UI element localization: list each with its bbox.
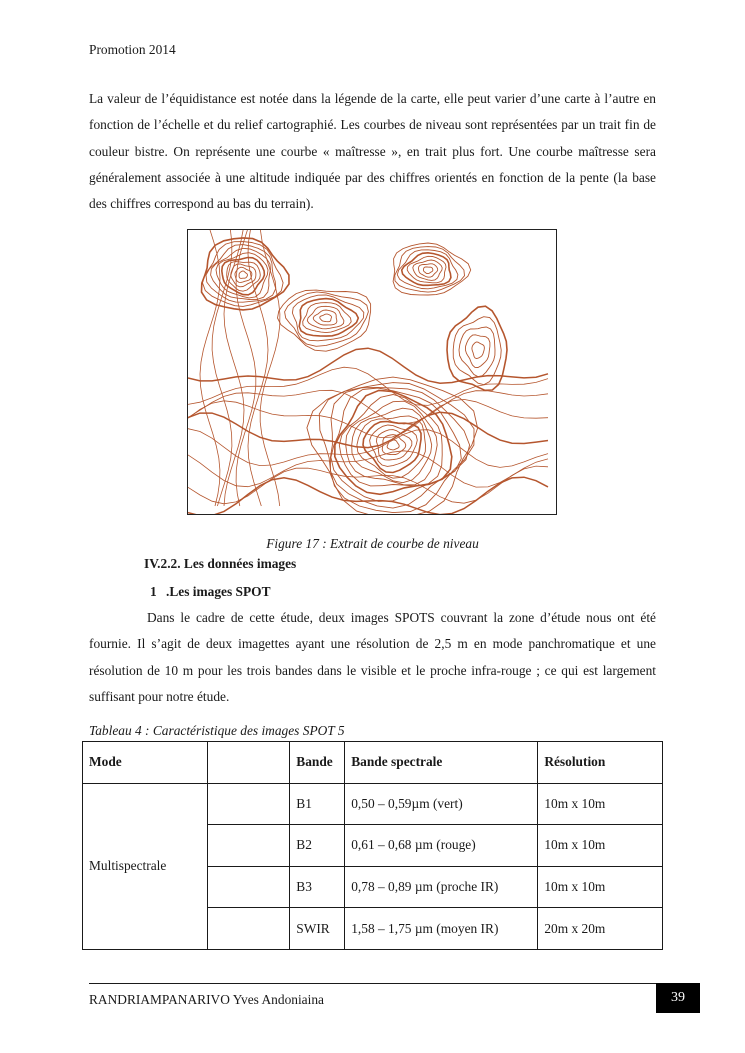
contour-line xyxy=(313,310,337,325)
section-heading: IV.2.2. Les données images xyxy=(144,556,297,571)
header-bande-spectrale: Bande spectrale xyxy=(345,742,538,784)
section-paragraph xyxy=(89,605,656,710)
contour-line xyxy=(472,342,485,359)
bande-cell: B2 xyxy=(290,825,345,867)
contour-map-figure xyxy=(187,229,557,515)
contour-line xyxy=(239,271,247,278)
table-row xyxy=(83,783,663,825)
header-empty xyxy=(207,742,290,784)
empty-cell xyxy=(207,866,290,908)
intro-paragraph: La valeur de l’équidistance est notée dans la légende de la carte, elle peut varier d’une carte à l’autre en fonction de l’échelle et du relief cartographié. Les courbes de niveau sont représentées par un trait fin de couleur bistre. On représente une courbe « maîtresse », en trait plus fort. Une courbe maîtresse sera généralement associée à une altitude indiquée par des chiffres orientés en fonction de la pente (la base des chiffres correspond au bas du terrain). xyxy=(89,91,656,212)
contour-line xyxy=(320,314,332,322)
table-header-row xyxy=(83,742,663,784)
contour-map-image xyxy=(188,230,556,514)
bande-cell: B3 xyxy=(290,866,345,908)
contour-line xyxy=(292,295,363,341)
resolution-cell: 10m x 10m xyxy=(538,783,663,825)
empty-cell xyxy=(207,908,290,950)
contour-line xyxy=(453,317,501,385)
table-caption: Tableau 4 : Caractéristique des images SPOT 5 xyxy=(89,723,345,738)
contour-line xyxy=(419,264,438,277)
header-resolution: Résolution xyxy=(538,742,663,784)
spectrale-cell: 0,61 – 0,68 µm (rouge) xyxy=(345,825,538,867)
page-number: 39 xyxy=(656,983,700,1013)
spectrale-cell: 1,58 – 1,75 µm (moyen IR) xyxy=(345,908,538,950)
contour-line xyxy=(465,335,490,368)
contour-line xyxy=(423,267,433,274)
resolution-cell: 20m x 20m xyxy=(538,908,663,950)
contour-line xyxy=(402,253,451,285)
resolution-cell: 10m x 10m xyxy=(538,866,663,908)
header-promotion: Promotion 2014 xyxy=(89,42,176,57)
contour-line xyxy=(236,230,256,506)
spectrale-cell: 0,78 – 0,89 µm (proche IR) xyxy=(345,866,538,908)
figure-caption: Figure 17 : Extrait de courbe de niveau xyxy=(266,536,479,551)
bande-cell: B1 xyxy=(290,783,345,825)
empty-cell xyxy=(207,783,290,825)
bande-cell: SWIR xyxy=(290,908,345,950)
contour-line xyxy=(285,292,369,346)
header-mode: Mode xyxy=(83,742,208,784)
contour-line xyxy=(303,303,352,333)
contour-line xyxy=(319,383,474,513)
resolution-cell: 10m x 10m xyxy=(538,825,663,867)
contour-line xyxy=(393,243,471,295)
contour-line xyxy=(200,230,220,506)
section-paragraph-text: Dans le cadre de cette étude, deux images SPOTS couvrant la zone d’étude nous ont été fournie. Il s’agit de deux imagettes ayant une résolution de 2,5 m en mode panchromatique et une résolution de 10 m pour les trois bandes dans le visible et le proche infra-rouge ; ce qui est largement suffisant pour notre étude. xyxy=(89,610,656,704)
mode-cell: Multispectrale xyxy=(83,783,208,949)
subsection-title: .Les images SPOT xyxy=(166,584,271,599)
footer-divider xyxy=(89,983,656,984)
subsection-heading xyxy=(150,584,271,600)
footer-author: RANDRIAMPANARIVO Yves Andoniaina xyxy=(89,992,324,1007)
spot-characteristics-table xyxy=(82,741,663,950)
empty-cell xyxy=(207,825,290,867)
header-bande: Bande xyxy=(290,742,345,784)
contour-line xyxy=(188,348,548,383)
spectrale-cell: 0,50 – 0,59µm (vert) xyxy=(345,783,538,825)
subsection-number: 1 xyxy=(150,584,157,599)
